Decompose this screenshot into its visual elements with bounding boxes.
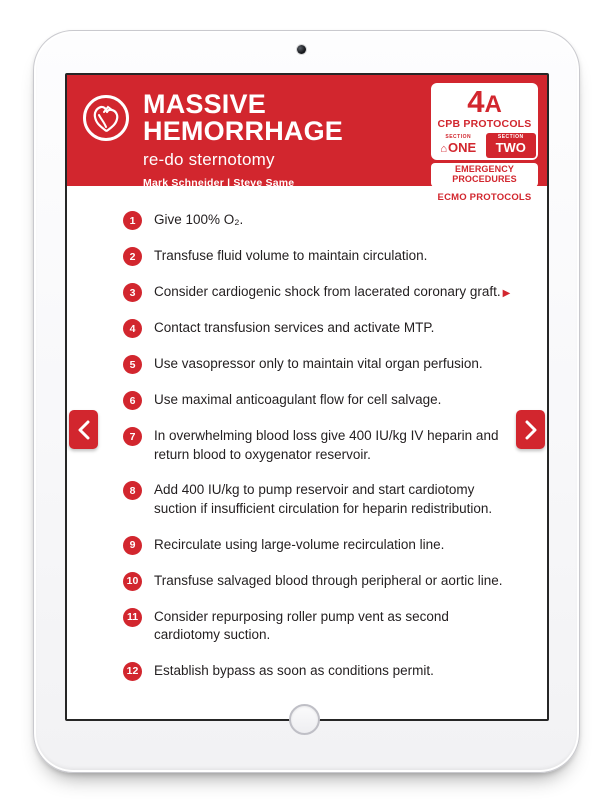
ecmo-protocols-button[interactable]: ECMO PROTOCOLS	[431, 190, 538, 205]
step-text	[154, 319, 434, 338]
list-item	[123, 283, 517, 302]
step-number-badge: 8	[123, 481, 142, 500]
step-text-content: Add 400 IU/kg to pump reservoir and start cardiotomy suction if insufficient circulation for heparin redistribution.	[154, 482, 493, 516]
authors: Mark Schneider | Steve Same	[143, 177, 295, 189]
section-one-kicker: SECTION	[445, 133, 472, 140]
step-text	[154, 536, 444, 555]
step-text-content: Establish bypass as soon as conditions permit.	[154, 662, 434, 678]
step-number-badge: 7	[123, 427, 142, 446]
step-text	[154, 481, 517, 518]
step-text	[154, 247, 427, 266]
next-page-button[interactable]	[516, 410, 545, 449]
list-item	[123, 536, 517, 555]
step-number-badge: 11	[123, 608, 142, 627]
step-number-badge: 6	[123, 391, 142, 410]
step-text-content: Consider repurposing roller pump vent as second cardiotomy suction.	[154, 608, 449, 643]
list-item	[123, 662, 517, 681]
section-tabs	[433, 133, 536, 158]
step-text-content: Transfuse fluid volume to maintain circulation.	[154, 248, 428, 263]
section-one-label: ONE	[447, 139, 477, 155]
step-text-content: Consider cardiogenic shock from lacerated coronary graft.	[154, 284, 501, 299]
step-text-content: Use vasopressor only to maintain vital organ perfusion.	[154, 356, 483, 371]
step-number-badge: 4	[123, 319, 142, 338]
page-title-line1: MASSIVE	[143, 89, 266, 119]
step-text-content: Transfuse salvaged blood through peripheral or aortic line.	[154, 572, 503, 588]
step-number-badge: 10	[123, 572, 142, 591]
chevron-right-icon	[524, 420, 538, 440]
list-item	[123, 427, 517, 464]
heart-logo-icon	[81, 93, 131, 143]
home-icon: ⌂	[440, 142, 447, 155]
section-two-label: TWO	[495, 139, 526, 155]
list-item	[123, 481, 517, 518]
step-text	[154, 283, 510, 302]
step-text-content: Give 100% O₂.	[154, 212, 244, 227]
list-item	[123, 211, 517, 230]
step-text-content: Recirculate using large-volume recirculation line.	[154, 536, 445, 552]
home-button[interactable]	[289, 704, 320, 735]
tab-section-two[interactable]	[486, 133, 537, 158]
step-text	[154, 427, 517, 464]
emergency-procedures-button[interactable]: EMERGENCY PROCEDURES	[431, 163, 538, 187]
protocol-code-suffix: A	[484, 91, 502, 118]
protocol-code-number: 4	[467, 84, 485, 119]
app-header	[67, 75, 547, 203]
step-text-content: Contact transfusion services and activate MTP.	[154, 320, 435, 335]
list-item	[123, 608, 517, 645]
protocol-code-box	[431, 83, 538, 160]
list-item	[123, 391, 517, 410]
ipad-frame	[33, 30, 580, 773]
page-subtitle: re-do sternotomy	[143, 150, 275, 169]
steps-list	[67, 186, 547, 691]
title-block	[143, 91, 343, 189]
step-number-badge: 2	[123, 247, 142, 266]
step-number-badge: 9	[123, 536, 142, 555]
list-item	[123, 355, 517, 374]
list-item	[123, 319, 517, 338]
app-screen	[65, 73, 549, 721]
cpb-protocols-label: CPB PROTOCOLS	[437, 117, 532, 130]
step-number-badge: 1	[123, 211, 142, 230]
step-text	[154, 608, 517, 645]
step-text-content: Use maximal anticoagulant flow for cell salvage.	[154, 392, 442, 407]
link-arrow-icon[interactable]: ▶	[502, 288, 511, 299]
step-text	[154, 391, 441, 410]
page-title-line2: HEMORRHAGE	[143, 116, 344, 146]
list-item	[123, 247, 517, 266]
step-text	[154, 572, 502, 591]
protocol-badge	[431, 83, 538, 205]
step-number-badge: 5	[123, 355, 142, 374]
step-text	[154, 211, 243, 230]
step-text-content: In overwhelming blood loss give 400 IU/kg IV heparin and return blood to oxygenator reservoir.	[154, 428, 499, 462]
chevron-left-icon	[77, 420, 91, 440]
step-number-badge: 3	[123, 283, 142, 302]
step-text	[154, 662, 434, 681]
list-item	[123, 572, 517, 591]
previous-page-button[interactable]	[69, 410, 98, 449]
protocol-code	[433, 85, 536, 117]
section-two-kicker: SECTION	[497, 133, 524, 140]
front-camera-icon	[297, 45, 306, 54]
tab-section-one[interactable]	[433, 133, 484, 158]
step-number-badge: 12	[123, 662, 142, 681]
step-text	[154, 355, 483, 374]
